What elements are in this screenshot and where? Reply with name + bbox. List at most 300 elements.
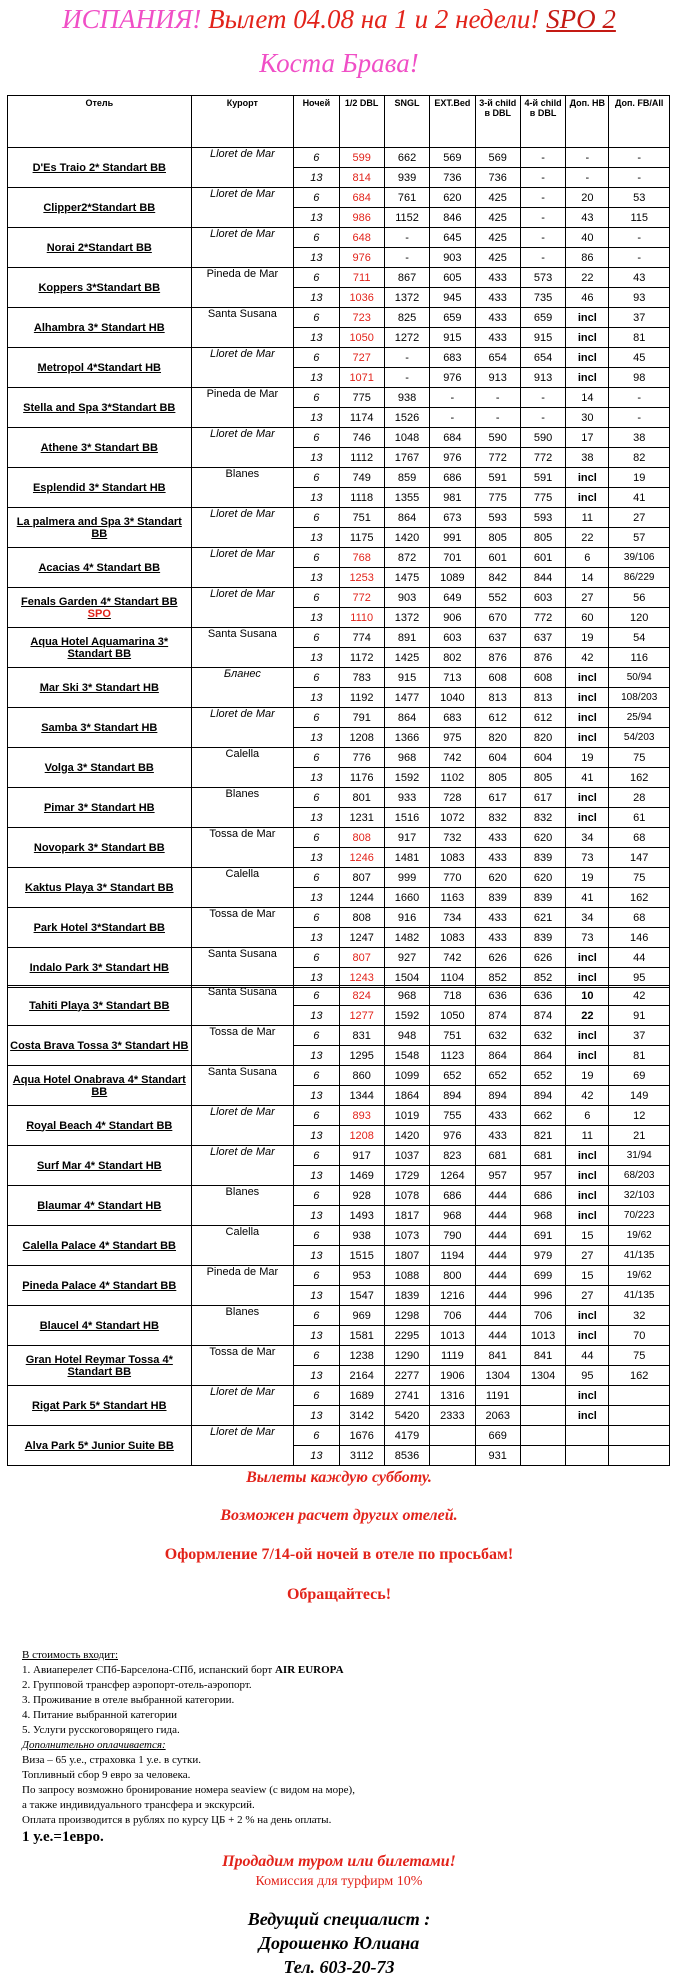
table-row xyxy=(8,1426,670,1446)
price-cell: 19/62 xyxy=(609,1266,670,1286)
price-cell: 6 xyxy=(566,548,609,568)
resort-name: Santa Susana xyxy=(191,308,294,348)
price-cell: incl xyxy=(566,368,609,388)
hotel-name xyxy=(8,868,192,908)
column-header: Отель xyxy=(8,96,192,148)
price-cell: 820 xyxy=(475,728,520,748)
price-cell: 6 xyxy=(294,1386,339,1406)
price-cell: 70 xyxy=(609,1326,670,1346)
price-cell: 599 xyxy=(339,148,384,168)
price-cell: 684 xyxy=(339,188,384,208)
price-cell: 604 xyxy=(520,748,565,768)
price-cell: 938 xyxy=(384,388,429,408)
price-cell: 637 xyxy=(475,628,520,648)
price-cell: 894 xyxy=(475,1086,520,1106)
price-cell: incl xyxy=(566,1326,609,1346)
hotel-name-text: Samba 3* Standart HB xyxy=(41,721,158,734)
price-cell: 770 xyxy=(430,868,475,888)
hotel-name-text: Norai 2*Standart BB xyxy=(46,241,152,254)
price-cell: 823 xyxy=(430,1146,475,1166)
price-cell: 81 xyxy=(609,1046,670,1066)
price-cell: 44 xyxy=(609,948,670,968)
price-cell: 928 xyxy=(339,1186,384,1206)
price-cell: 1013 xyxy=(520,1326,565,1346)
hotel-name xyxy=(8,1026,192,1066)
price-cell: 1366 xyxy=(384,728,429,748)
price-cell: 772 xyxy=(339,588,384,608)
price-cell: 735 xyxy=(520,288,565,308)
price-cell: 1526 xyxy=(384,408,429,428)
price-cell: 68/203 xyxy=(609,1166,670,1186)
price-cell: 831 xyxy=(339,1026,384,1046)
price-cell: 813 xyxy=(520,688,565,708)
price-cell: 15 xyxy=(566,1266,609,1286)
price-cell: 6 xyxy=(294,308,339,328)
price-cell: 1592 xyxy=(384,1006,429,1026)
price-cell: 841 xyxy=(520,1346,565,1366)
price-cell: 749 xyxy=(339,468,384,488)
price-cell: - xyxy=(520,248,565,268)
price-cell: 1050 xyxy=(339,328,384,348)
hotel-name xyxy=(8,508,192,548)
price-cell: 8536 xyxy=(384,1446,429,1466)
price-cell: 13 xyxy=(294,288,339,308)
price-cell: incl xyxy=(566,948,609,968)
hotel-name xyxy=(8,908,192,948)
price-cell: 894 xyxy=(430,1086,475,1106)
resort-name: Lloret de Mar xyxy=(191,708,294,748)
title-flight: Вылет 04.08 на 1 и 2 недели! xyxy=(201,4,547,34)
hotel-name xyxy=(8,986,192,1026)
price-cell: 903 xyxy=(430,248,475,268)
price-cell: 808 xyxy=(339,908,384,928)
price-cell: 805 xyxy=(475,528,520,548)
price-cell: 70/223 xyxy=(609,1206,670,1226)
price-cell: 839 xyxy=(475,888,520,908)
price-cell: 669 xyxy=(475,1426,520,1446)
resort-name: Blanes xyxy=(191,1306,294,1346)
resort-name: Santa Susana xyxy=(191,628,294,668)
table-row xyxy=(8,1106,670,1126)
resort-name: Lloret de Mar xyxy=(191,1426,294,1466)
hotel-name-text: Park Hotel 3*Standart BB xyxy=(33,921,165,934)
price-cell: 808 xyxy=(339,828,384,848)
price-cell: 893 xyxy=(339,1106,384,1126)
price-cell: incl xyxy=(566,1206,609,1226)
price-cell: 2063 xyxy=(475,1406,520,1426)
price-cell: 425 xyxy=(475,208,520,228)
price-cell: 147 xyxy=(609,848,670,868)
price-cell xyxy=(609,1386,670,1406)
resort-name: Calella xyxy=(191,868,294,908)
price-cell xyxy=(520,1386,565,1406)
price-cell: 19 xyxy=(566,628,609,648)
price-cell: 1504 xyxy=(384,968,429,988)
price-cell: 755 xyxy=(430,1106,475,1126)
price-cell: 938 xyxy=(339,1226,384,1246)
price-cell: 13 xyxy=(294,768,339,788)
price-cell: 1163 xyxy=(430,888,475,908)
resort-name: Tossa de Mar xyxy=(191,1026,294,1066)
price-cell: 1247 xyxy=(339,928,384,948)
price-cell: 903 xyxy=(384,588,429,608)
price-cell: 603 xyxy=(430,628,475,648)
hotel-name-text: Calella Palace 4* Standart BB xyxy=(22,1239,177,1252)
hotel-name xyxy=(8,748,192,788)
price-cell: - xyxy=(384,248,429,268)
price-cell: 968 xyxy=(384,986,429,1006)
hotel-name-text: Surf Mar 4* Standart HB xyxy=(36,1159,162,1172)
price-cell: 6 xyxy=(294,1426,339,1446)
resort-name: Lloret de Mar xyxy=(191,548,294,588)
price-cell: 13 xyxy=(294,1326,339,1346)
price-cell: 444 xyxy=(475,1186,520,1206)
table-row xyxy=(8,868,670,888)
resort-name: Blanes xyxy=(191,468,294,508)
price-cell: 6 xyxy=(294,908,339,928)
column-header: EXT.Bed xyxy=(430,96,475,148)
table-row xyxy=(8,908,670,928)
price-cell: 433 xyxy=(475,308,520,328)
price-cell: 6 xyxy=(294,588,339,608)
price-cell: 27 xyxy=(566,1286,609,1306)
price-cell: 979 xyxy=(520,1246,565,1266)
price-cell: 40 xyxy=(566,228,609,248)
price-cell: incl xyxy=(566,1186,609,1206)
price-cell: 617 xyxy=(475,788,520,808)
price-cell: incl xyxy=(566,328,609,348)
price-cell: 852 xyxy=(475,968,520,988)
price-cell: 12 xyxy=(609,1106,670,1126)
price-cell: 1493 xyxy=(339,1206,384,1226)
price-cell: 742 xyxy=(430,948,475,968)
price-cell: - xyxy=(430,388,475,408)
price-cell: 1192 xyxy=(339,688,384,708)
price-cell: 53 xyxy=(609,188,670,208)
hotel-name xyxy=(8,148,192,188)
hotel-name xyxy=(8,1386,192,1426)
price-cell: 612 xyxy=(475,708,520,728)
price-cell: 2277 xyxy=(384,1366,429,1386)
price-cell: 98 xyxy=(609,368,670,388)
price-cell: 1194 xyxy=(430,1246,475,1266)
hotel-name xyxy=(8,948,192,988)
price-cell: 6 xyxy=(294,828,339,848)
price-cell: 593 xyxy=(475,508,520,528)
price-cell: 6 xyxy=(294,1346,339,1366)
table-row xyxy=(8,388,670,408)
price-cell: 774 xyxy=(339,628,384,648)
page-title xyxy=(0,2,678,36)
price-cell: 1298 xyxy=(384,1306,429,1326)
price-cell: 42 xyxy=(609,986,670,1006)
price-cell: 43 xyxy=(566,208,609,228)
price-cell: 433 xyxy=(475,848,520,868)
included-item: 4. Питание выбранной категории xyxy=(22,1709,178,1721)
price-cell: 1817 xyxy=(384,1206,429,1226)
price-cell: 6 xyxy=(294,1066,339,1086)
price-cell: 844 xyxy=(520,568,565,588)
resort-name: Blanes xyxy=(191,788,294,828)
included-item xyxy=(22,1663,344,1677)
price-cell: 22 xyxy=(566,528,609,548)
hotel-name xyxy=(8,1306,192,1346)
price-cell: 6 xyxy=(294,1186,339,1206)
table-row xyxy=(8,228,670,248)
table-row xyxy=(8,188,670,208)
price-cell: 839 xyxy=(520,888,565,908)
price-cell: 13 xyxy=(294,448,339,468)
price-cell: 736 xyxy=(475,168,520,188)
price-cell: 662 xyxy=(520,1106,565,1126)
price-cell: 891 xyxy=(384,628,429,648)
price-cell: 42 xyxy=(566,1086,609,1106)
price-cell: 772 xyxy=(520,448,565,468)
price-cell: 27 xyxy=(566,1246,609,1266)
price-cell: 906 xyxy=(430,608,475,628)
hotel-name xyxy=(8,588,192,628)
price-cell: incl xyxy=(566,308,609,328)
hotel-name-text: Metropol 4*Standart HB xyxy=(37,361,162,374)
price-cell: - xyxy=(430,408,475,428)
table-row xyxy=(8,788,670,808)
table-row xyxy=(8,588,670,608)
price-cell: 6 xyxy=(294,148,339,168)
resort-name: Pineda de Mar xyxy=(191,1266,294,1306)
price-cell: 1839 xyxy=(384,1286,429,1306)
price-cell: incl xyxy=(566,728,609,748)
price-cell: incl xyxy=(566,968,609,988)
column-header: Доп. HB xyxy=(566,96,609,148)
price-cell: 1118 xyxy=(339,488,384,508)
included-item: 5. Услуги русскоговорящего гида. xyxy=(22,1724,180,1736)
price-cell: 1119 xyxy=(430,1346,475,1366)
price-cell: 6 xyxy=(294,1306,339,1326)
price-cell: 31/94 xyxy=(609,1146,670,1166)
price-cell: incl xyxy=(566,708,609,728)
price-cell: 913 xyxy=(520,368,565,388)
price-cell: 13 xyxy=(294,208,339,228)
price-cell: 19 xyxy=(566,748,609,768)
price-cell: - xyxy=(520,228,565,248)
column-header: Доп. FB/All xyxy=(609,96,670,148)
column-header: 4-й child в DBL xyxy=(520,96,565,148)
price-cell: 91 xyxy=(609,1006,670,1026)
hotel-name xyxy=(8,228,192,268)
price-cell: 57 xyxy=(609,528,670,548)
price-cell: 976 xyxy=(339,248,384,268)
hotel-name xyxy=(8,308,192,348)
price-cell: 945 xyxy=(430,288,475,308)
price-cell: 82 xyxy=(609,448,670,468)
price-cell: 6 xyxy=(294,548,339,568)
price-cell: 22 xyxy=(566,1006,609,1026)
price-cell: 5420 xyxy=(384,1406,429,1426)
price-cell: 13 xyxy=(294,528,339,548)
price-cell: 684 xyxy=(430,428,475,448)
price-cell: 775 xyxy=(339,388,384,408)
price-cell: 1689 xyxy=(339,1386,384,1406)
hotel-name-text: Mar Ski 3* Standart HB xyxy=(39,681,159,694)
price-table-2 xyxy=(7,985,670,1466)
price-cell: 948 xyxy=(384,1026,429,1046)
price-cell: 14 xyxy=(566,388,609,408)
price-cell: 986 xyxy=(339,208,384,228)
price-cell: 552 xyxy=(475,588,520,608)
price-cell: 636 xyxy=(475,986,520,1006)
price-cell xyxy=(430,1426,475,1446)
price-cell: 790 xyxy=(430,1226,475,1246)
price-cell: 626 xyxy=(475,948,520,968)
price-cell: 1175 xyxy=(339,528,384,548)
resort-name: Tossa de Mar xyxy=(191,1346,294,1386)
price-cell: 37 xyxy=(609,308,670,328)
table-row xyxy=(8,1346,670,1366)
price-cell: 807 xyxy=(339,948,384,968)
price-cell: 13 xyxy=(294,648,339,668)
price-cell: 894 xyxy=(520,1086,565,1106)
resort-name: Lloret de Mar xyxy=(191,1106,294,1146)
price-cell: 75 xyxy=(609,1346,670,1366)
price-cell: - xyxy=(520,148,565,168)
price-cell: 825 xyxy=(384,308,429,328)
hotel-name-text: Pineda Palace 4* Standart BB xyxy=(22,1279,177,1292)
price-cell: 996 xyxy=(520,1286,565,1306)
table-row xyxy=(8,628,670,648)
table-row xyxy=(8,1266,670,1286)
table-row xyxy=(8,828,670,848)
price-cell: 1253 xyxy=(339,568,384,588)
price-cell: 1244 xyxy=(339,888,384,908)
price-cell: 832 xyxy=(475,808,520,828)
price-cell xyxy=(520,1446,565,1466)
price-cell: 13 xyxy=(294,1366,339,1386)
price-cell: 772 xyxy=(475,448,520,468)
price-cell: 81 xyxy=(609,328,670,348)
price-cell: 22 xyxy=(566,268,609,288)
resort-name: Santa Susana xyxy=(191,1066,294,1106)
price-cell: 915 xyxy=(384,668,429,688)
resort-name: Pineda de Mar xyxy=(191,268,294,308)
price-cell: 652 xyxy=(520,1066,565,1086)
hotel-name-text: D'Es Traio 2* Standart BB xyxy=(32,161,166,174)
price-cell: 957 xyxy=(520,1166,565,1186)
price-cell: 654 xyxy=(475,348,520,368)
price-cell: 1316 xyxy=(430,1386,475,1406)
price-cell: 839 xyxy=(520,848,565,868)
price-cell: 652 xyxy=(430,1066,475,1086)
price-cell: 6 xyxy=(294,268,339,288)
price-cell: 775 xyxy=(520,488,565,508)
price-cell: incl xyxy=(566,1406,609,1426)
price-cell xyxy=(566,1426,609,1446)
price-cell: 874 xyxy=(475,1006,520,1026)
price-cell: 162 xyxy=(609,888,670,908)
price-cell: 620 xyxy=(520,868,565,888)
price-cell: 6 xyxy=(294,468,339,488)
resort-name: Tossa de Mar xyxy=(191,828,294,868)
price-cell: 13 xyxy=(294,1446,339,1466)
price-cell: 916 xyxy=(384,908,429,928)
price-cell: 593 xyxy=(520,508,565,528)
price-cell: 433 xyxy=(475,828,520,848)
price-cell: 68 xyxy=(609,828,670,848)
price-cell: 968 xyxy=(520,1206,565,1226)
hotel-name-text: Kaktus Playa 3* Standart BB xyxy=(25,881,174,894)
msg-weekly: Вылеты каждую субботу. xyxy=(246,1469,432,1486)
price-cell: 802 xyxy=(430,648,475,668)
price-cell: 1231 xyxy=(339,808,384,828)
hotel-name xyxy=(8,1226,192,1266)
price-cell: 14 xyxy=(566,568,609,588)
price-cell: 25/94 xyxy=(609,708,670,728)
resort-name: Lloret de Mar xyxy=(191,188,294,228)
price-cell: 1152 xyxy=(384,208,429,228)
price-cell: 2164 xyxy=(339,1366,384,1386)
price-cell: 54 xyxy=(609,628,670,648)
price-cell: 6 xyxy=(566,1106,609,1126)
price-cell: 6 xyxy=(294,948,339,968)
price-cell: 38 xyxy=(566,448,609,468)
price-cell: 6 xyxy=(294,348,339,368)
price-cell: 915 xyxy=(520,328,565,348)
price-cell: 761 xyxy=(384,188,429,208)
price-cell: 800 xyxy=(430,1266,475,1286)
resort-name: Santa Susana xyxy=(191,948,294,988)
price-cell: 17 xyxy=(566,428,609,448)
resort-name: Бланес xyxy=(191,668,294,708)
msg-other-hotels: Возможен расчет других отелей. xyxy=(220,1507,458,1524)
resort-name: Lloret de Mar xyxy=(191,588,294,628)
price-cell: 13 xyxy=(294,248,339,268)
price-cell: 686 xyxy=(520,1186,565,1206)
price-cell: 637 xyxy=(520,628,565,648)
price-cell: 1469 xyxy=(339,1166,384,1186)
price-cell: 683 xyxy=(430,708,475,728)
price-cell: 444 xyxy=(475,1306,520,1326)
price-cell: 751 xyxy=(430,1026,475,1046)
hotel-name xyxy=(8,628,192,668)
price-cell: 876 xyxy=(475,648,520,668)
price-cell: 1172 xyxy=(339,648,384,668)
hotel-name-text: Alva Park 5* Junior Suite BB xyxy=(24,1439,174,1452)
price-cell: 444 xyxy=(475,1286,520,1306)
price-cell: 6 xyxy=(294,708,339,728)
price-cell: 1864 xyxy=(384,1086,429,1106)
price-cell: 162 xyxy=(609,768,670,788)
price-cell: 1515 xyxy=(339,1246,384,1266)
table-row xyxy=(8,668,670,688)
price-cell: 6 xyxy=(294,1146,339,1166)
hotel-name-text: Clipper2*Standart BB xyxy=(43,201,156,214)
price-cell: 917 xyxy=(339,1146,384,1166)
extra-item: По запросу возможно бронирование номера seaview (с видом на море), xyxy=(22,1784,355,1796)
price-cell: 13 xyxy=(294,688,339,708)
price-cell: - xyxy=(566,148,609,168)
price-cell: 1420 xyxy=(384,1126,429,1146)
price-cell: 1037 xyxy=(384,1146,429,1166)
price-cell: 13 xyxy=(294,1406,339,1426)
price-cell: - xyxy=(520,208,565,228)
price-cell: 1072 xyxy=(430,808,475,828)
hotel-name-text: Rigat Park 5* Standart HB xyxy=(32,1399,167,1412)
resort-name: Lloret de Mar xyxy=(191,148,294,188)
hotel-name xyxy=(8,388,192,428)
price-cell: 569 xyxy=(475,148,520,168)
price-cell: 686 xyxy=(430,1186,475,1206)
price-cell: - xyxy=(609,168,670,188)
price-cell: 13 xyxy=(294,488,339,508)
